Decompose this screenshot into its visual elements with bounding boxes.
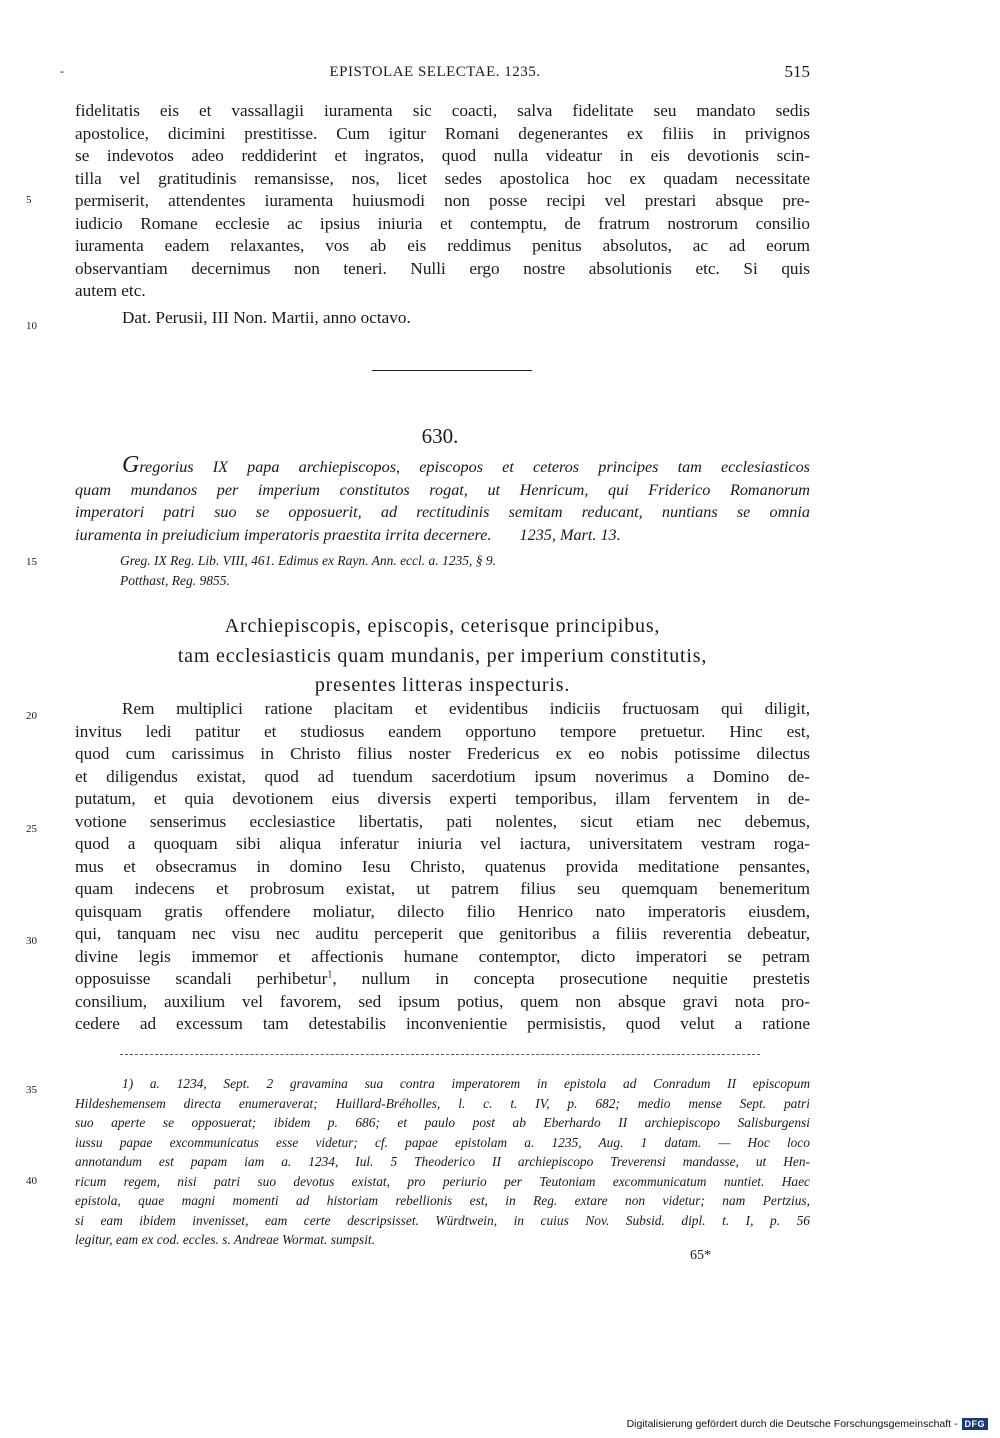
text-line: Rem multiplici ratione placitam et evidentibus indiciis fructuosam qui diligit, <box>122 699 810 718</box>
text-line: quisquam gratis offendere moliatur, dilecto filio Henrico nato imperatoris eiusdem, <box>75 901 810 921</box>
text-line: permiserit, attendentes iuramenta huiusmodi non posse recipi vel prestari absque pre- <box>75 191 810 210</box>
text-line: cedere ad excessum tam detestabilis inconvenientie permisistis, quod velut a ratione <box>75 1014 810 1033</box>
text-line: qui, tanquam nec visu nec auditu perceperit que genitoribus a filiis reverentia debeatur, <box>75 924 810 943</box>
text-fragment: regorius IX papa archiepiscopos, episcopos et ceteros principes tam ecclesiasticos <box>139 458 810 476</box>
line-number: 40 <box>26 1175 37 1187</box>
header-mark: - <box>60 64 64 78</box>
text-line: fidelitatis eis et vassallagii iuramenta sic coacti, salva fidelitate seu mandato sedis <box>75 101 810 120</box>
text-line: autem etc. <box>75 281 146 300</box>
footnote-rule <box>120 1054 760 1055</box>
dating-clause: Dat. Perusii, III Non. Martii, anno octavo. <box>122 307 411 327</box>
line-number: 10 <box>26 320 37 332</box>
text-line: quam indecens et probrosum existat, ut patrem filius seu quemquam benemeritum <box>75 879 810 898</box>
text-line: imperatori patri suo se opposuerit, ad rectitudinis semitam reducant, nuntians se omnia <box>75 503 810 521</box>
text-line: Archiepiscopis, episcopis, ceterisque principibus, <box>224 615 661 637</box>
line-number: 5 <box>26 194 32 206</box>
footnote-line: epistola, quae magni momenti ad historiam rebellionis est, in Reg. extare non videtur; nam Pertzius, <box>75 1193 810 1208</box>
regest-summary <box>75 454 810 546</box>
text-line: apostolice, dicimini prestitisse. Cum igitur Romani degenerantes ex filiis in privignos <box>75 123 810 143</box>
text-line: tam ecclesiasticis quam mundanis, per imperium constitutis, <box>177 644 708 667</box>
text-line: invitus ledi patitur et studiosus eandem opportuno tempore pretuetur. Hinc est, <box>75 721 810 741</box>
text-fragment: , nullum in concepta prosecutione nequitie prestetis <box>332 969 810 988</box>
source-citation <box>120 551 720 591</box>
text-line: Greg. IX Reg. Lib. VIII, 461. Edimus ex Rayn. Ann. eccl. a. 1235, § 9. <box>120 553 497 568</box>
text-fragment: iuramenta in preiudicium imperatoris praestita irrita decernere. <box>75 525 492 544</box>
text-line: iudicio Romane ecclesie ac ipsius iniuria et contemptu, de fratrum nostrorum consilio <box>75 213 810 233</box>
text-line: Potthast, Reg. 9855. <box>120 573 230 588</box>
line-number: 25 <box>26 823 37 835</box>
letter-629-ending <box>75 100 810 329</box>
section-separator <box>372 370 532 371</box>
text-fragment: opposuisse scandali perhibetur <box>75 969 328 988</box>
text-line <box>75 524 810 547</box>
text-line: quod a quoquam sibi aliqua inferatur iniuria vel iactura, universitatem vestram roga- <box>75 834 810 853</box>
running-header <box>60 60 810 88</box>
regest-date: 1235, Mart. 13. <box>519 525 621 544</box>
credit-text: Digitalisierung gefördert durch die Deutsche Forschungsgemeinschaft - <box>626 1418 958 1430</box>
document-number: 630. <box>421 424 459 448</box>
line-number: 20 <box>26 710 37 722</box>
text-line: consilium, auxilium vel favorem, sed ipsum potius, quem non absque gravi nota pro- <box>75 991 810 1011</box>
footnote-line: Hildeshemensem directa enumeraverat; Huillard-Bréholles, l. c. t. IV, p. 682; medio mense Sept. patri <box>75 1095 810 1111</box>
digitization-credit <box>627 1418 988 1430</box>
text-line: quod cum carissimus in Christo filius noster Fredericus ex eo nobis potissime dilectus <box>75 744 810 763</box>
text-line <box>75 968 810 991</box>
text-line: observantiam decernimus non teneri. Nulli ergo nostre absolutionis etc. Si quis <box>75 258 810 278</box>
text-line: presentes litteras inspecturis. <box>314 674 571 696</box>
footnote-line: suo aperte se opposuerat; ibidem p. 686; et paulo post ab Eberhardo II archiepiscopo Salisburgensi <box>75 1115 810 1130</box>
text-line: mus et obsecramus in domino Iesu Christo, quatenus provida meditatione pensantes, <box>75 856 810 876</box>
footnote-line: annotandum est papam iam a. 1234, Iul. 5 Theoderico II archiepiscopo Treverensi mandasse, ut Hen- <box>75 1154 810 1169</box>
text-line: se indevotos adeo reddiderint et ingratos, quod nulla videatur in eis devotionis scin- <box>75 146 810 165</box>
footnote-line: legitur, eam ex cod. eccles. s. Andreae Wormat. sumpsit. <box>75 1232 375 1247</box>
signature-mark: 65* <box>690 1248 711 1263</box>
line-number: 30 <box>26 935 37 947</box>
drop-initial: G <box>122 454 140 478</box>
text-line: iuramenta eadem relaxantes, vos ab eis reddimus penitus absolutos, ac ad eorum <box>75 236 810 255</box>
header-title: EPISTOLAE SELECTAE. 1235. <box>329 64 541 80</box>
line-number: 35 <box>26 1084 37 1096</box>
letter-630-body <box>75 698 810 1036</box>
footnote-marker: 1 <box>327 969 333 981</box>
text-line: tilla vel gratitudinis remansisse, nos, licet sedes apostolica hoc ex quadam necessitate <box>75 168 810 188</box>
text-line: divine legis immemor et affectionis humane contemptor, dicto imperatori se petram <box>75 946 810 966</box>
text-line: putatum, et quia devotionem eius diversis experti temporibus, illam ferventem in de- <box>75 789 810 808</box>
footnotes <box>75 1074 810 1250</box>
page-number: 515 <box>784 62 810 81</box>
footnote-line: ricum regem, nisi patri suo devotus existat, pro periurio per Teutoniam excommunicatum nuntiet. Haec <box>75 1173 810 1189</box>
line-number: 15 <box>26 556 37 568</box>
text-line: votione senserimus ecclesiastice libertatis, pati nolentes, sicut etiam nec debemus, <box>75 811 810 831</box>
text-line <box>75 454 810 479</box>
footnote-line: 1) a. 1234, Sept. 2 gravamina sua contra imperatorem in epistola ad Conradum II episcopum <box>122 1076 810 1091</box>
dfg-logo: DFG <box>962 1418 989 1430</box>
footnote-line: iussu papae excommunicatus esse videtur; cf. papae epistolam a. 1235, Aug. 1 datam. — Hoc loco <box>75 1134 810 1150</box>
footnote-line: si eam ibidem invenisset, eam certe descripsisset. Würdtwein, in cuius Nov. Subsid. dipl. t. I, p. 56 <box>75 1212 810 1228</box>
letter-address <box>75 612 810 701</box>
text-line: quam mundanos per imperium constitutos rogat, ut Henricum, qui Friderico Romanorum <box>75 480 810 499</box>
text-line: et diligendus existat, quod ad tuendum sacerdotium ipsum noverimus a Domino de- <box>75 766 810 786</box>
